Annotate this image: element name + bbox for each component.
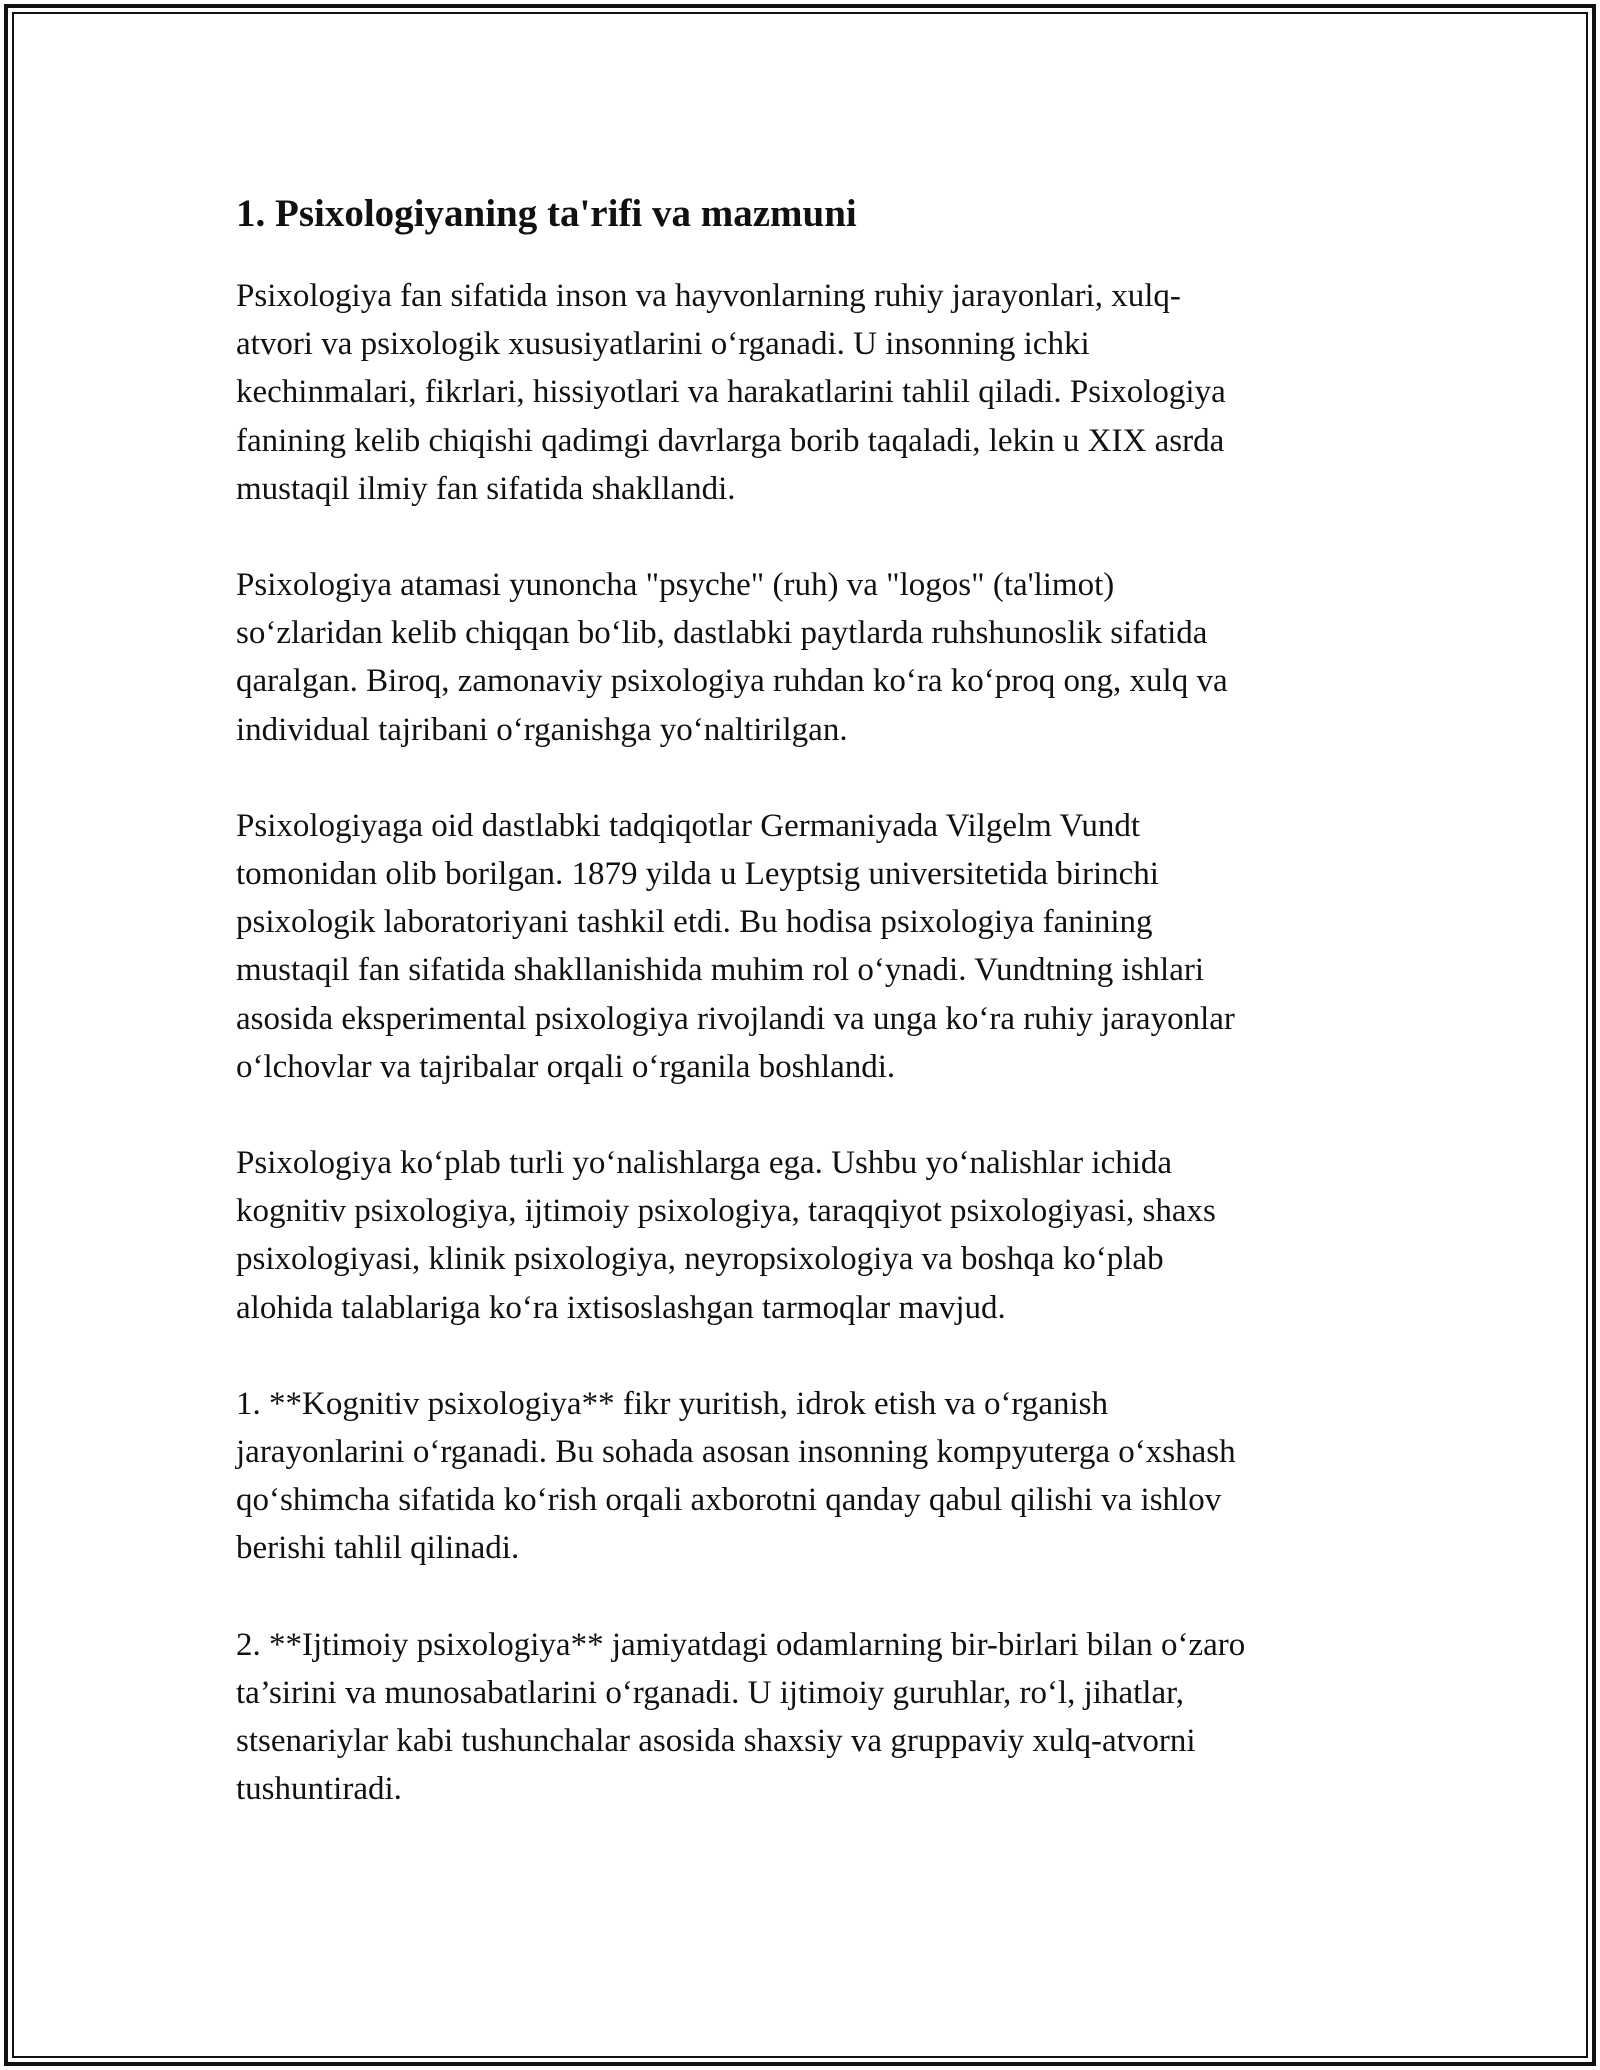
document-body [236, 186, 1372, 1861]
paragraph-cognitive: 1. **Kognitiv psixologiya** fikr yuritish, idrok etish va o‘rganish jarayonlarini o‘rganadi. Bu sohada asosan insonning kompyuterga o‘xshash qo‘shimcha sifatida ko‘rish orqali axborotni qanday qabul qilishi va ishlov berishi tahlil qilinadi. [236, 1385, 1236, 1567]
paragraph-branches: Psixologiya ko‘plab turli yo‘nalishlarga ega. Ushbu yo‘nalishlar ichida kognitiv psixologiya, ijtimoiy psixologiya, taraqqiyot psixologiyasi, shaxs psixologiyasi, klinik psixologiya, neyropsixologiya va boshqa ko‘plab alohida talablariga ko‘ra ixtisoslashgan tarmoqlar mavjud. [236, 1145, 1216, 1326]
paragraph-etymology: Psixologiya atamasi yunoncha "psyche" (ruh) va "logos" (ta'limot) so‘zlaridan kelib chiqqan bo‘lib, dastlabki paytlarda ruhshunoslik sifatida qaralgan. Biroq, zamonaviy psixologiya ruhdan ko‘ra ko‘proq ong, xulq va individual tajribani o‘rganishga yo‘naltirilgan. [236, 567, 1228, 748]
paragraph-history: Psixologiyaga oid dastlabki tadqiqotlar Germaniyada Vilgelm Vundt tomonidan olib borilgan. 1879 yilda u Leyptsig universitetida birinchi psixologik laboratoriyani tashkil etdi. Bu hodisa psixologiya fanining mustaqil fan sifatida shakllanishida muhim rol o‘ynadi. Vundtning ishlari asosida eksperimental psixologiya rivojlandi va unga ko‘ra ruhiy jarayonlar o‘lchovlar va tajribalar orqali o‘rganila boshlandi. [236, 807, 1235, 1085]
paragraph-social: 2. **Ijtimoiy psixologiya** jamiyatdagi odamlarning bir-birlari bilan o‘zaro ta’sirini va munosabatlarini o‘rganadi. U ijtimoiy guruhlar, ro‘l, jihatlar, stsenariylar kabi tushunchalar asosida shaxsiy va gruppaviy xulq-atvorni tushuntiradi. [236, 1626, 1246, 1808]
section-heading: 1. Psixologiyaning ta'rifi va mazmuni [236, 192, 857, 235]
paragraph-definition: Psixologiya fan sifatida inson va hayvonlarning ruhiy jarayonlari, xulq- atvori va psixologik xususiyatlarini o‘rganadi. U insonning ichki kechinmalari, fikrlari, hissiyotlari va harakatlarini tahlil qiladi. Psixologiya fanining kelib chiqishi qadimgi davrlarga borib taqaladi, lekin u XIX asrda mustaqil ilmiy fan sifatida shakllandi. [236, 278, 1226, 507]
